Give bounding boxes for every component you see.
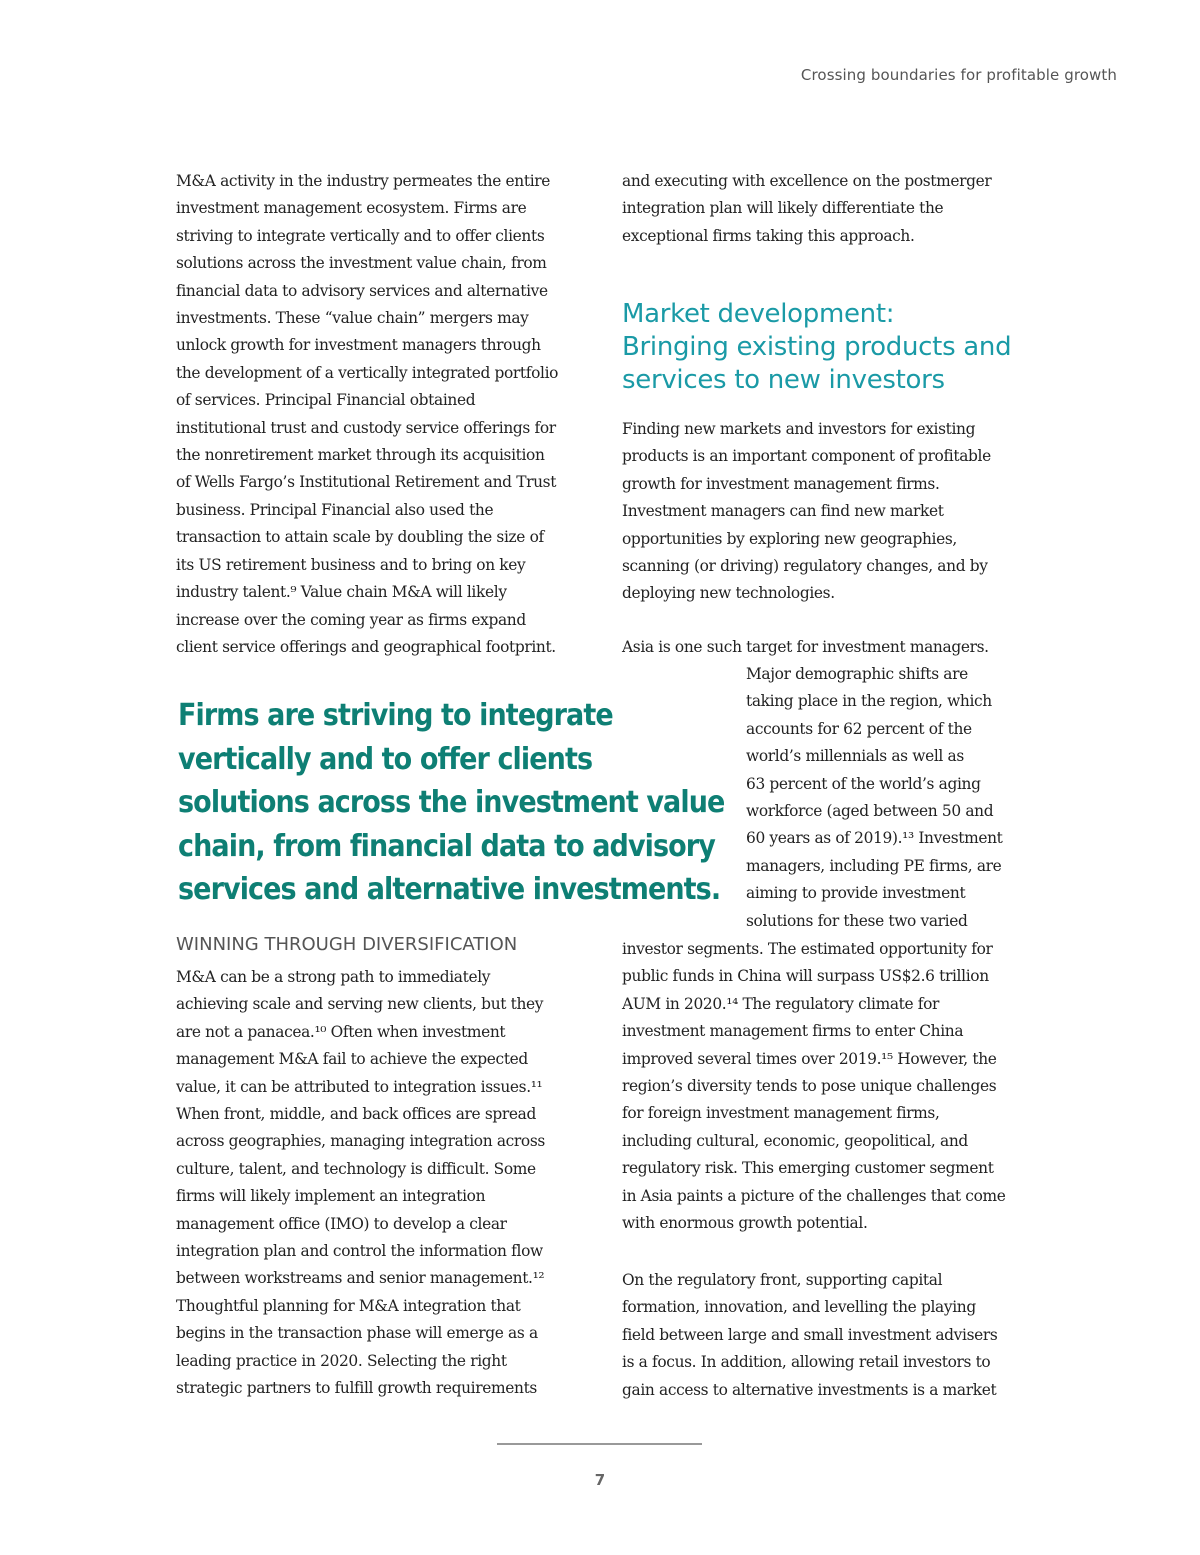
text-line: gain access to alternative investments is a market (622, 1380, 997, 1399)
pull-quote-line: vertically and to offer clients (178, 741, 593, 777)
text-line: investment management ecosystem. Firms are (176, 199, 527, 218)
text-line: client service offerings and geographical footprint. (176, 637, 556, 656)
text-line: begins in the transaction phase will emerge as a (176, 1324, 538, 1343)
text-line: aiming to provide investment (746, 884, 966, 903)
text-line: including cultural, economic, geopolitical, and (622, 1131, 968, 1150)
text-line: institutional trust and custody service offerings for (176, 418, 556, 437)
section-heading-line: services to new investors (622, 365, 945, 395)
text-line: M&A activity in the industry permeates the entire (176, 172, 551, 190)
text-line: its US retirement business and to bring on key (176, 555, 526, 574)
text-line: in Asia paints a picture of the challenges that come (622, 1186, 1006, 1205)
text-line: across geographies, managing integration across (176, 1132, 545, 1151)
text-line: Finding new markets and investors for existing (622, 420, 976, 438)
text-line: 60 years as of 2019).¹³ Investment (746, 829, 1003, 848)
asia-paragraph-continued (622, 936, 1042, 1237)
text-line: exceptional firms taking this approach. (622, 226, 915, 245)
diversification-paragraph (176, 964, 596, 1403)
text-line: formation, innovation, and levelling the playing (622, 1298, 976, 1317)
text-line: When front, middle, and back offices are spread (176, 1105, 537, 1124)
text-line: 63 percent of the world’s aging (746, 774, 981, 793)
text-line: solutions for these two varied (746, 911, 968, 930)
text-line: financial data to advisory services and alternative (176, 281, 548, 300)
market-development-paragraph (622, 416, 1042, 608)
text-line: scanning (or driving) regulatory changes, and by (622, 557, 988, 576)
section-heading-line: Bringing existing products and (622, 332, 1012, 362)
text-line: achieving scale and serving new clients, but they (176, 995, 544, 1014)
intro-paragraph (176, 168, 596, 661)
text-line: field between large and small investment advisers (622, 1325, 998, 1344)
text-line: increase over the coming year as firms expand (176, 610, 526, 629)
text-line: business. Principal Financial also used the (176, 500, 494, 519)
text-line: the development of a vertically integrated portfolio (176, 363, 559, 382)
text-line: firms will likely implement an integration (176, 1187, 486, 1206)
diversification-subheading: WINNING THROUGH DIVERSIFICATION (176, 934, 518, 955)
text-line: Asia is one such target for investment managers. (622, 638, 989, 656)
section-heading (622, 298, 1042, 397)
text-line: region’s diversity tends to pose unique challenges (622, 1077, 997, 1096)
text-line: transaction to attain scale by doubling the size of (176, 528, 544, 547)
text-line: public funds in China will surpass US$2.6 trillion (622, 967, 989, 986)
text-line: industry talent.⁹ Value chain M&A will likely (176, 583, 507, 602)
text-line: investment management firms to enter China (622, 1022, 964, 1041)
text-line: products is an important component of profitable (622, 447, 991, 466)
text-line: with enormous growth potential. (622, 1214, 868, 1233)
running-header: Crossing boundaries for profitable growth (800, 66, 1117, 84)
pull-quote-line: services and alternative investments. (178, 872, 721, 907)
text-line: accounts for 62 percent of the (746, 719, 972, 738)
text-line: the nonretirement market through its acquisition (176, 446, 545, 465)
text-line: are not a panacea.¹⁰ Often when investment (176, 1022, 506, 1041)
text-line: striving to integrate vertically and to offer clients (176, 226, 545, 245)
text-line: unlock growth for investment managers through (176, 336, 541, 355)
text-line: deploying new technologies. (622, 584, 835, 603)
text-line: integration plan will likely differentiate the (622, 199, 944, 218)
text-line: between workstreams and senior management.¹² (176, 1269, 545, 1288)
text-line: solutions across the investment value chain, from (176, 254, 547, 273)
text-line: managers, including PE firms, are (746, 856, 1002, 875)
text-line: management office (IMO) to develop a clear (176, 1214, 507, 1233)
text-line: leading practice in 2020. Selecting the right (176, 1351, 507, 1370)
text-line: culture, talent, and technology is difficult. Some (176, 1159, 536, 1178)
text-line: world’s millennials as well as (746, 747, 964, 766)
text-line: of services. Principal Financial obtained (176, 391, 476, 410)
page-number: 7 (594, 1471, 606, 1489)
text-line: Major demographic shifts are (746, 665, 968, 683)
text-line: growth for investment management firms. (622, 474, 940, 493)
pull-quote-line: Firms are striving to integrate (178, 698, 613, 733)
continuation-paragraph (622, 168, 1042, 250)
text-line: Investment managers can find new market (622, 502, 944, 521)
text-line: management M&A fail to achieve the expected (176, 1050, 528, 1069)
text-line: integration plan and control the information flow (176, 1242, 543, 1261)
text-line: opportunities by exploring new geographies, (622, 529, 957, 548)
regulatory-paragraph (622, 1267, 1042, 1404)
footer-divider (497, 1443, 702, 1445)
section-heading-line: Market development: (622, 299, 895, 329)
text-line: taking place in the region, which (746, 692, 992, 711)
text-line: investments. These “value chain” mergers may (176, 309, 529, 328)
text-line: On the regulatory front, supporting capital (622, 1271, 943, 1289)
text-line: for foreign investment management firms, (622, 1104, 940, 1123)
text-line: workforce (aged between 50 and (746, 802, 994, 821)
pull-quote (178, 694, 738, 912)
text-line: of Wells Fargo’s Institutional Retirement and Trust (176, 473, 557, 492)
text-line: and executing with excellence on the postmerger (622, 172, 992, 190)
text-line: strategic partners to fulfill growth requirements (176, 1379, 537, 1398)
text-line: regulatory risk. This emerging customer segment (622, 1159, 994, 1178)
text-line: improved several times over 2019.¹⁵ However, the (622, 1049, 997, 1068)
text-line: investor segments. The estimated opportunity for (622, 940, 993, 958)
text-line: M&A can be a strong path to immediately (176, 968, 491, 986)
pull-quote-line: solutions across the investment value (178, 785, 725, 820)
text-line: is a focus. In addition, allowing retail investors to (622, 1353, 991, 1372)
text-line: AUM in 2020.¹⁴ The regulatory climate for (622, 994, 940, 1013)
text-line: value, it can be attributed to integration issues.¹¹ (176, 1077, 543, 1096)
asia-paragraph-wrapped (746, 661, 1046, 935)
text-line: Thoughtful planning for M&A integration that (176, 1296, 521, 1315)
asia-paragraph-start (622, 634, 1042, 661)
pull-quote-line: chain, from financial data to advisory (178, 828, 715, 864)
